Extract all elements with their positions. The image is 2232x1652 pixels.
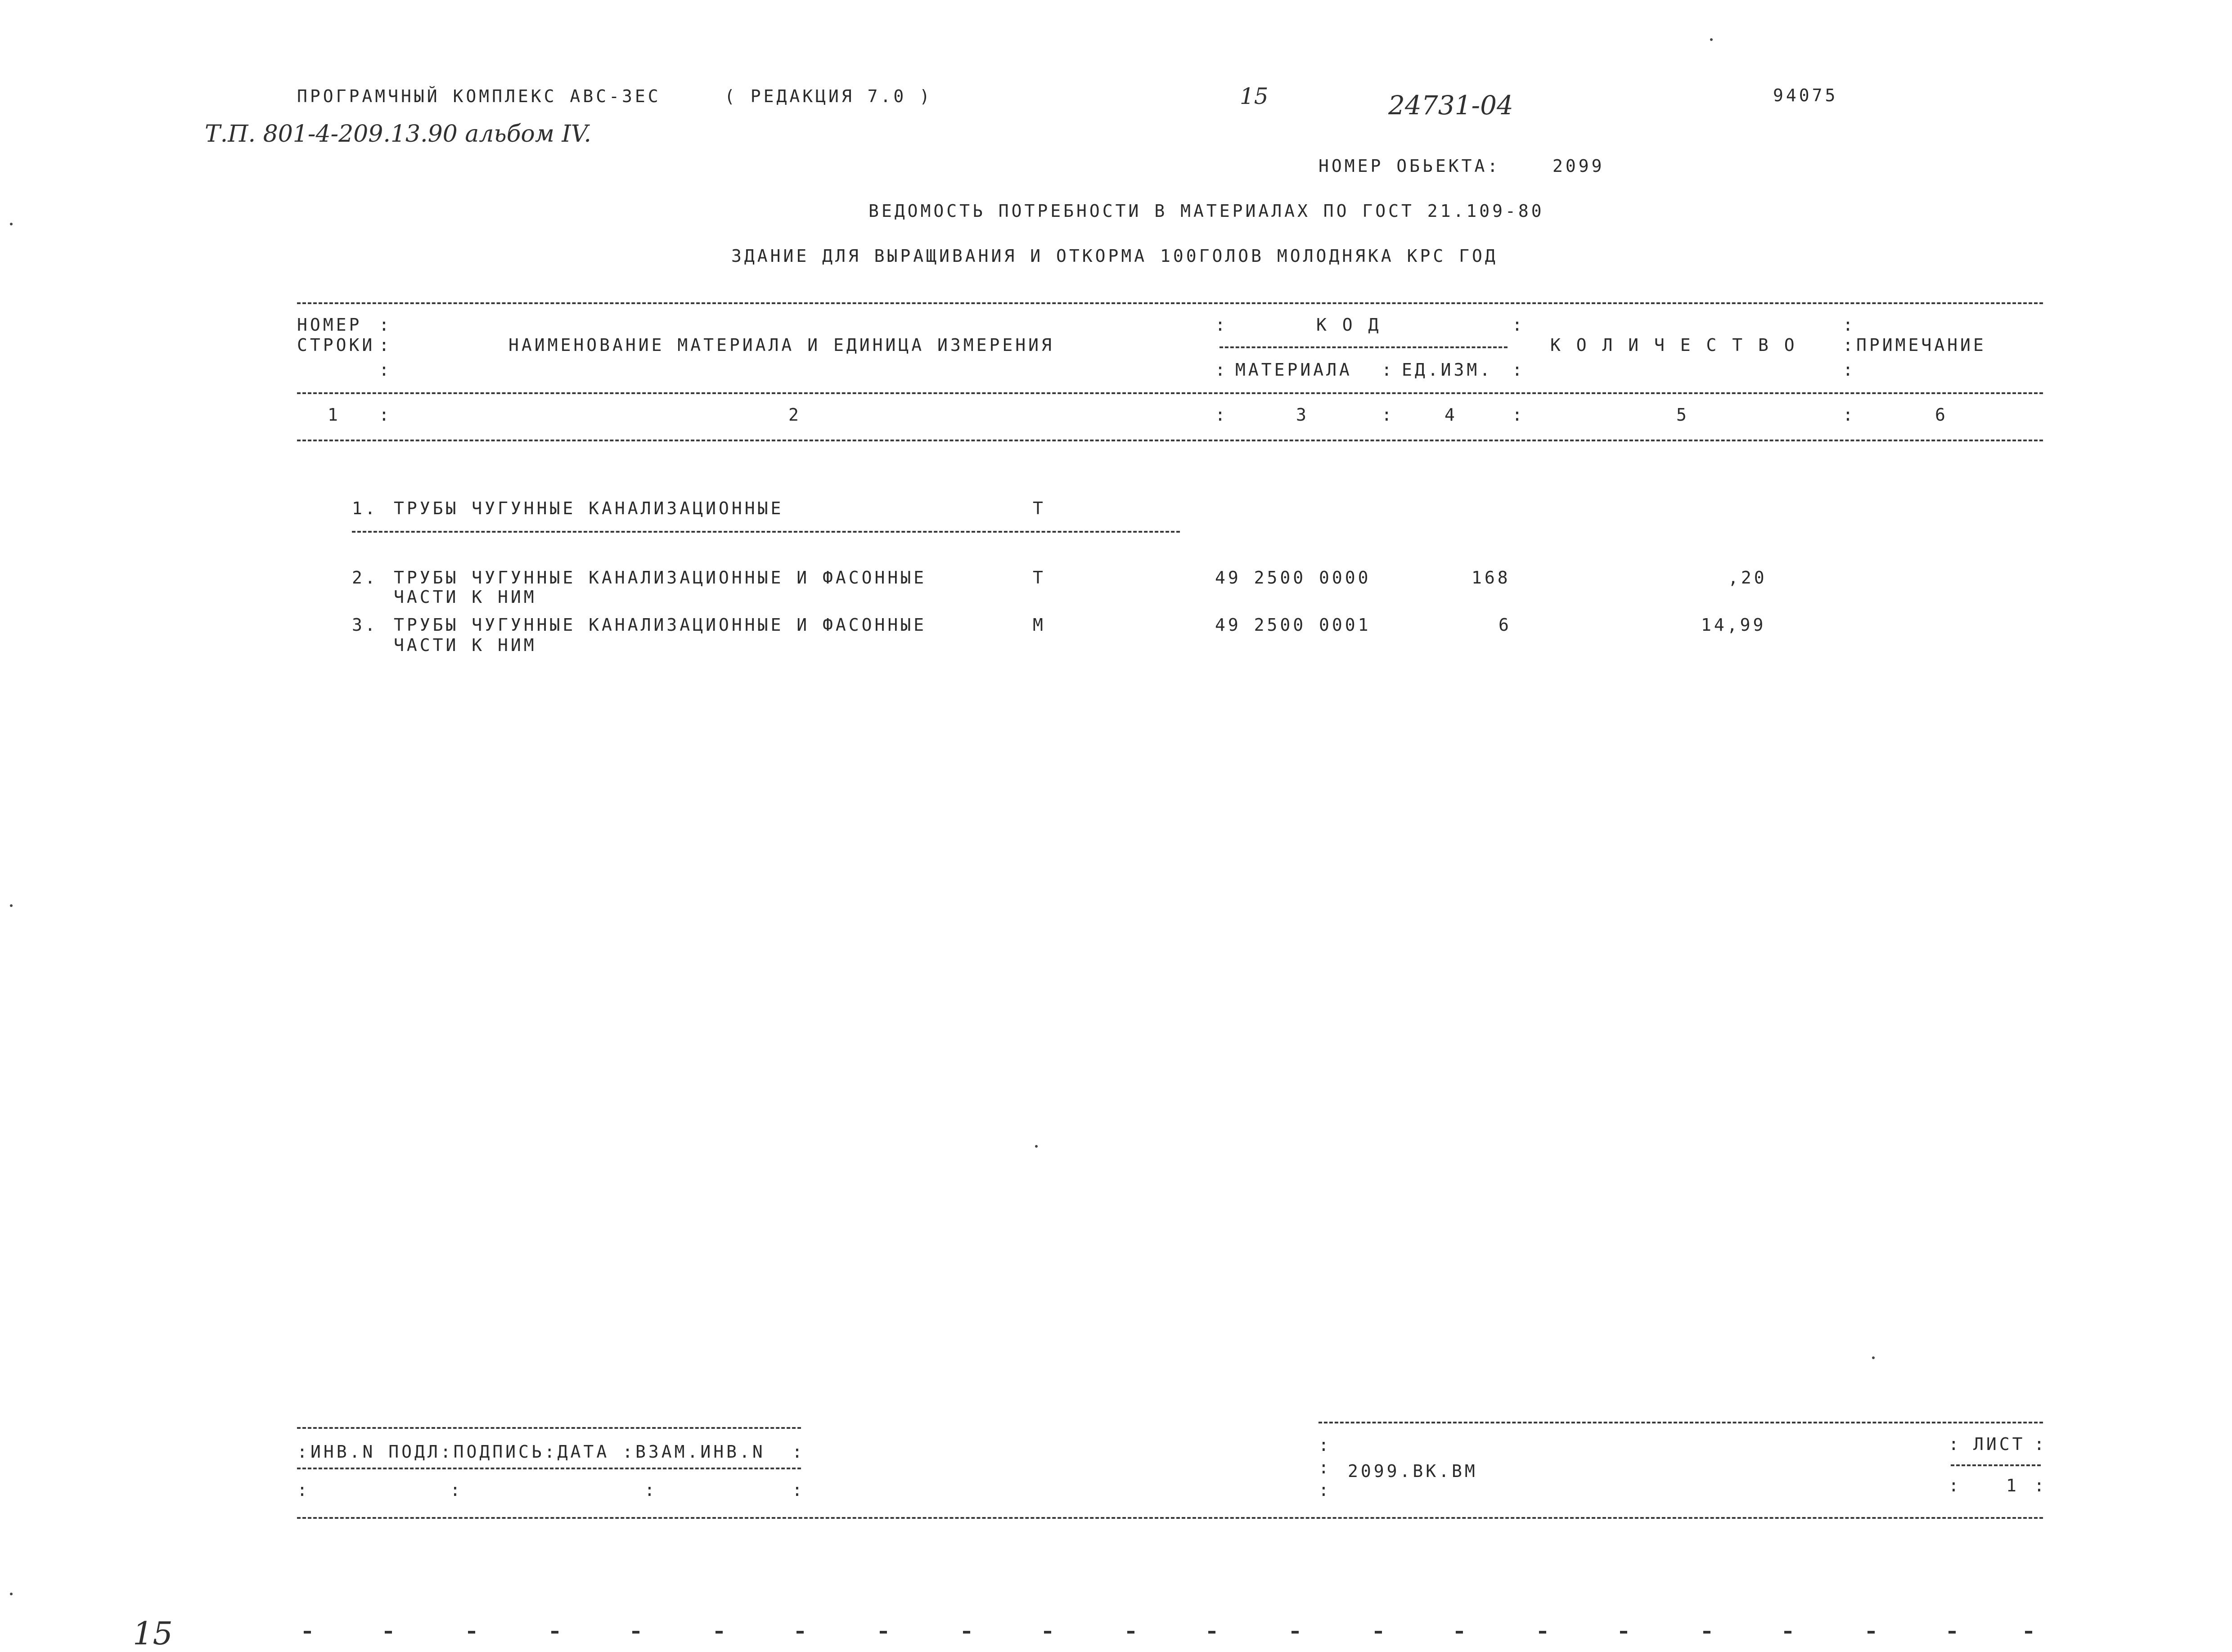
col-number: 5: [1676, 405, 1689, 425]
edge-mark: [632, 1631, 639, 1634]
col-header-name: НАИМЕНОВАНИЕ МАТЕРИАЛА И ЕДИНИЦА ИЗМЕРЕНИЯ: [508, 335, 1054, 355]
program-name: ПРОГРАМЧНЫЙ КОМПЛЕКС АВС-3ЕС: [297, 86, 661, 106]
sheet-number: 1: [2006, 1476, 2019, 1495]
edge-mark: [2025, 1631, 2032, 1634]
separator: :: [1215, 360, 1225, 380]
separator: :: [297, 1442, 307, 1462]
scan-speck: [10, 223, 13, 225]
edge-mark: [796, 1631, 804, 1634]
scan-speck: [1872, 1356, 1875, 1359]
col-number: 6: [1935, 405, 1948, 425]
edge-mark: [1208, 1631, 1215, 1634]
edge-mark: [880, 1631, 887, 1634]
handwritten-page-number: 15: [1240, 83, 1269, 109]
unit: М: [1033, 615, 1046, 635]
separator: :: [644, 1480, 655, 1500]
col-header-quantity: К О Л И Ч Е С Т В О: [1550, 335, 1797, 355]
edge-mark: [551, 1631, 558, 1634]
col-header-note: ПРИМЕЧАНИЕ: [1856, 335, 1986, 355]
edition-label: ( РЕДАКЦИЯ 7.0 ): [724, 86, 933, 106]
unit: Т: [1033, 568, 1046, 588]
quantity: ,20: [1728, 568, 1767, 588]
handwritten-corner-number: 15: [133, 1615, 173, 1652]
separator: :: [1382, 360, 1392, 380]
col-header-row-number-2: СТРОКИ: [297, 335, 375, 355]
col-number: 3: [1296, 405, 1309, 425]
document-code: 94075: [1773, 85, 1838, 105]
separator: :: [1843, 360, 1853, 380]
separator: :: [1843, 315, 1853, 335]
scan-speck: [10, 1593, 13, 1595]
quantity: 14,99: [1701, 615, 1766, 635]
document-title: ВЕДОМОСТЬ ПОТРЕБНОСТИ В МАТЕРИАЛАХ ПО ГОСТ 21.109-80: [868, 201, 1544, 221]
separator: :: [1382, 405, 1392, 425]
drawing-code: 2099.ВК.ВМ: [1348, 1461, 1478, 1481]
separator: :: [1843, 335, 1853, 355]
unit: Т: [1033, 498, 1046, 518]
separator: :: [1512, 360, 1522, 380]
separator: :: [1948, 1476, 1959, 1495]
col-number: 4: [1444, 405, 1458, 425]
scan-speck: [1035, 1145, 1038, 1148]
col-header-material-code: МАТЕРИАЛА: [1235, 360, 1352, 380]
material-name: ТРУБЫ ЧУГУННЫЕ КАНАЛИЗАЦИОННЫЕ И ФАСОННЫЕ: [394, 568, 927, 588]
edge-mark: [963, 1631, 970, 1634]
separator: :: [1318, 1435, 1329, 1455]
stamp-rule-top: [297, 1427, 801, 1429]
sheet-label: ЛИСТ: [1973, 1434, 2025, 1454]
edge-mark: [1127, 1631, 1134, 1634]
row-number: 1.: [352, 498, 378, 518]
col-number: 1: [328, 405, 341, 425]
material-name-cont: ЧАСТИ К НИМ: [394, 587, 537, 607]
material-name-cont: ЧАСТИ К НИМ: [394, 635, 537, 655]
separator: :: [379, 335, 389, 355]
table-rule-bottom: [297, 440, 2043, 441]
row-number: 3.: [352, 615, 378, 635]
material-code: 49 2500 0000: [1215, 568, 1371, 588]
title-block-rule-top: [1318, 1422, 2043, 1423]
separator: :: [1512, 405, 1522, 425]
separator: :: [379, 315, 389, 335]
stamp-rule-mid: [297, 1468, 801, 1469]
col-header-code: К О Д: [1316, 315, 1382, 335]
object-number-label: НОМЕР ОБЬЕКТА:: [1318, 156, 1501, 176]
table-rule-top: [297, 302, 2043, 304]
unit-code: 6: [1498, 615, 1512, 635]
separator: :: [792, 1442, 802, 1462]
stamp-rule-bottom: [297, 1517, 2043, 1519]
edge-mark: [1620, 1631, 1627, 1634]
separator: :: [1843, 405, 1853, 425]
edge-mark: [1456, 1631, 1463, 1634]
separator: :: [450, 1480, 460, 1500]
separator: :: [2034, 1476, 2044, 1495]
separator: :: [1215, 315, 1225, 335]
edge-mark: [1784, 1631, 1791, 1634]
separator: :: [1318, 1458, 1329, 1477]
edge-mark: [1539, 1631, 1546, 1634]
edge-mark: [1948, 1631, 1956, 1634]
edge-mark: [1292, 1631, 1299, 1634]
separator: :: [1215, 405, 1225, 425]
edge-mark: [1868, 1631, 1875, 1634]
document-subtitle: ЗДАНИЕ ДЛЯ ВЫРАЩИВАНИЯ И ОТКОРМА 100ГОЛОВ МОЛОДНЯКА КРС ГОД: [731, 246, 1498, 266]
separator: :: [297, 1480, 307, 1500]
row-number: 2.: [352, 568, 378, 588]
edge-mark: [1044, 1631, 1051, 1634]
material-name: ТРУБЫ ЧУГУННЫЕ КАНАЛИЗАЦИОННЫЕ И ФАСОННЫЕ: [394, 615, 927, 635]
edge-mark: [1703, 1631, 1710, 1634]
separator: :: [2034, 1434, 2044, 1454]
sheet-rule: [1951, 1464, 2041, 1466]
edge-mark: [1375, 1631, 1382, 1634]
handwritten-album-reference: Т.П. 801-4-209.13.90 альбом IV.: [205, 121, 591, 148]
handwritten-document-number: 24731-04: [1388, 90, 1513, 121]
separator: :: [792, 1480, 802, 1500]
group-underline: [352, 531, 1180, 533]
material-code: 49 2500 0001: [1215, 615, 1371, 635]
col-header-row-number: НОМЕР: [297, 315, 362, 335]
col-header-unit-code: ЕД.ИЗМ.: [1402, 360, 1493, 380]
separator: :: [1512, 315, 1522, 335]
col-number: 2: [788, 405, 801, 425]
table-rule-header: [297, 392, 2043, 394]
edge-mark: [716, 1631, 723, 1634]
unit-code: 168: [1472, 568, 1511, 588]
scan-speck: [1710, 38, 1713, 41]
separator: :: [379, 360, 389, 380]
separator: :: [1948, 1434, 1959, 1454]
separator: :: [379, 405, 389, 425]
edge-mark: [304, 1631, 311, 1634]
separator: :: [1318, 1480, 1329, 1500]
stamp-labels: ИНВ.N ПОДЛ:ПОДПИСЬ:ДАТА :ВЗАМ.ИНВ.N: [310, 1442, 765, 1462]
scan-speck: [10, 904, 13, 907]
code-subrule: [1220, 346, 1508, 348]
edge-mark: [385, 1631, 392, 1634]
object-number: 2099: [1552, 156, 1605, 176]
material-name: ТРУБЫ ЧУГУННЫЕ КАНАЛИЗАЦИОННЫЕ: [394, 498, 784, 518]
edge-mark: [468, 1631, 475, 1634]
